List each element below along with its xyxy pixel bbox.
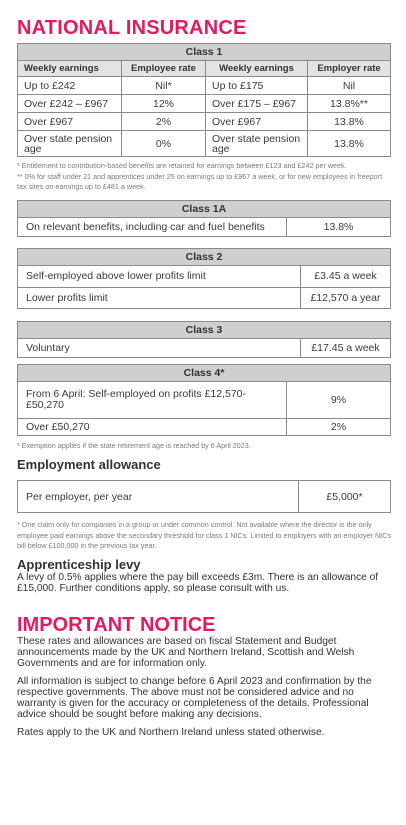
col-employer-rate: Employer rate [308, 61, 391, 77]
class3-box [17, 321, 391, 358]
class1a-box [17, 200, 391, 237]
cell: 13.8%** [308, 95, 391, 113]
table-row [18, 287, 390, 308]
cell: 12% [122, 95, 206, 113]
apprenticeship-levy-text: A levy of 0.5% applies where the pay bill exceeds £3m. There is an allowance of £15,000. Further conditions apply, so please consult with us. [17, 571, 379, 594]
cell: Nil* [122, 77, 206, 95]
col-employee-rate: Employee rate [122, 61, 206, 77]
cell: Over £175 – £967 [206, 95, 308, 113]
employment-allowance-note: * One claim only for companies in a group or under common control. Not available where the director is the only employee paid earnings above the secondary threshold for class 1 NICs. Limited to employers with an employer NICs bill below £100,000 in the previous tax year. [17, 520, 391, 550]
col-weekly-earnings-employer: Weekly earnings [206, 61, 308, 77]
notice-title: IMPORTANT NOTICE [17, 613, 216, 636]
table-row [18, 77, 391, 95]
notice-para-3: Rates apply to the UK and Northern Ireland unless stated otherwise. [17, 726, 325, 738]
class1-note-2: ** 0% for staff under 21 and apprentices under 25 on earnings up to £967 a week, or for new employees in freeport tax sites on earnings up to £481 a week. [17, 171, 383, 191]
class4-head: Class 4* [18, 365, 390, 382]
table-row [18, 339, 390, 357]
cell: 0% [122, 131, 206, 157]
apprenticeship-levy-heading: Apprenticeship levy [17, 556, 141, 572]
class3-value: £17.45 a week [300, 339, 390, 357]
table-row [18, 418, 390, 435]
cell: Up to £242 [18, 77, 122, 95]
cell: Over £967 [18, 113, 122, 131]
table-row [18, 382, 390, 418]
notice-para-2: All information is subject to change before 6 April 2023 and confirmation by the respective governments. The above must not be considered advice and no warranty is given for the accuracy or completeness of the details. Professional advice should be sought before making any decisions. [17, 675, 372, 720]
employment-allowance-label: Per employer, per year [26, 490, 133, 503]
table-row [18, 218, 390, 236]
col-weekly-earnings-employee: Weekly earnings [18, 61, 122, 77]
class2-label: Self-employed above lower profits limit [26, 270, 206, 282]
page [17, 17, 391, 738]
class4-box [17, 364, 391, 436]
cell: Over £967 [206, 113, 308, 131]
table-row [18, 113, 391, 131]
class1a-value: 13.8% [286, 218, 390, 236]
class3-head: Class 3 [18, 322, 390, 339]
class2-value: £3.45 a week [300, 266, 390, 287]
cell: 13.8% [308, 131, 391, 157]
class2-value: £12,570 a year [300, 288, 390, 308]
cell: 13.8% [308, 113, 391, 131]
class4-label: From 6 April: Self-employed on profits £12,570-£50,270 [26, 387, 247, 411]
class4-value: 9% [286, 382, 390, 418]
table-row [18, 95, 391, 113]
employment-allowance-heading: Employment allowance [17, 457, 161, 472]
table-row [18, 266, 390, 287]
table-row [18, 131, 391, 157]
employment-allowance-box [17, 480, 391, 513]
cell: Up to £175 [206, 77, 308, 95]
cell: Over state pension age [206, 131, 308, 157]
class1-head: Class 1 [18, 44, 391, 61]
class1a-head: Class 1A [18, 201, 390, 218]
page-title: NATIONAL INSURANCE [17, 17, 247, 39]
cell: Over state pension age [18, 131, 122, 157]
class2-head: Class 2 [18, 249, 390, 266]
cell: 2% [122, 113, 206, 131]
class4-note: * Exemption applies if the state retirement age is reached by 6 April 2023. [17, 440, 251, 450]
table-row [18, 481, 390, 512]
cell: Nil [308, 77, 391, 95]
class4-label: Over £50,270 [26, 420, 90, 433]
cell: Over £242 – £967 [18, 95, 122, 113]
class4-value: 2% [286, 419, 390, 435]
class1-table [17, 43, 391, 157]
class1-note-1: * Entitlement to contribution-based benefits are retained for earnings between £123 and £242 per week. [17, 161, 347, 170]
notice-para-1: These rates and allowances are based on fiscal Statement and Budget announcements made by the UK and Northern Ireland, Scottish and Welsh Governments and are for information only. [17, 635, 355, 669]
class3-label: Voluntary [26, 341, 70, 354]
class1a-label: On relevant benefits, including car and fuel benefits [26, 220, 265, 233]
employment-allowance-value: £5,000* [298, 481, 390, 512]
class2-label: Lower profits limit [26, 291, 108, 304]
class2-box [17, 248, 391, 309]
